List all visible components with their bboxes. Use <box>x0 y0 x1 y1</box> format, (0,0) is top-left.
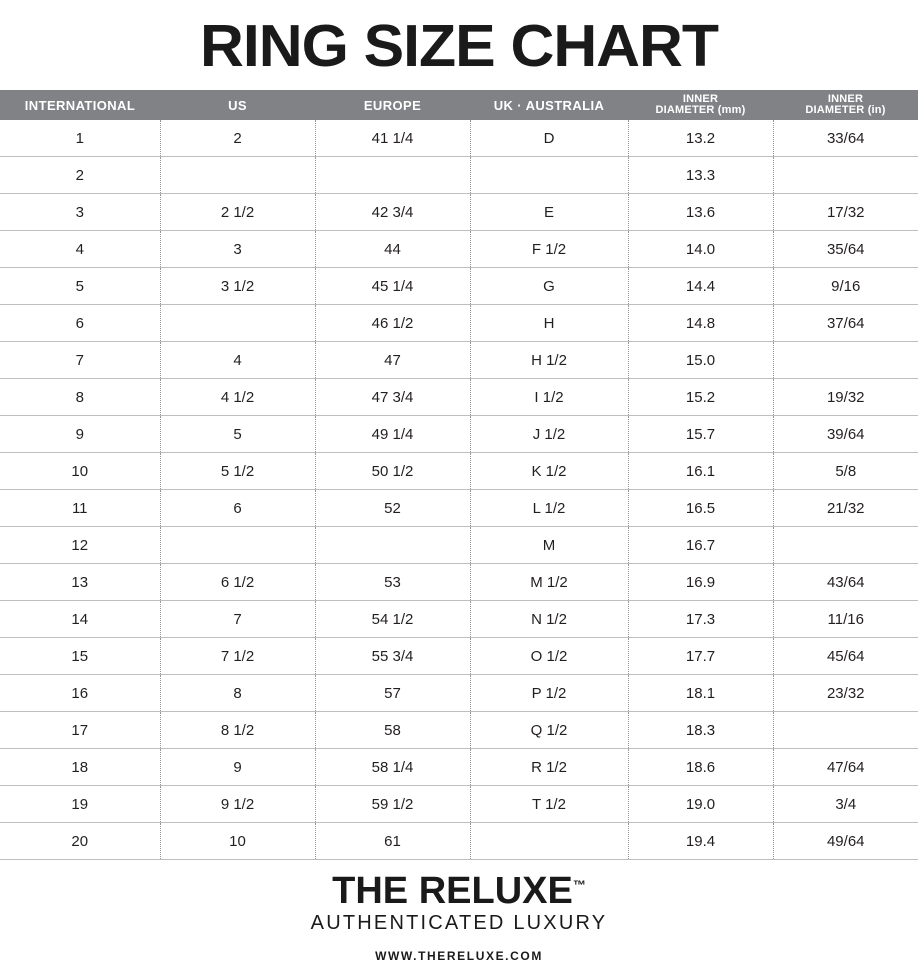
cell-inner-diameter-in: 39/64 <box>773 416 918 453</box>
brand-text: THE RELUXE <box>332 870 573 912</box>
cell-international: 5 <box>0 268 160 305</box>
cell-us: 8 <box>160 675 315 712</box>
cell-inner-diameter-mm: 17.3 <box>628 601 773 638</box>
cell-inner-diameter-mm: 17.7 <box>628 638 773 675</box>
cell-us <box>160 305 315 342</box>
cell-us: 4 <box>160 342 315 379</box>
cell-inner-diameter-in: 9/16 <box>773 268 918 305</box>
cell-europe: 47 <box>315 342 470 379</box>
cell-inner-diameter-in: 11/16 <box>773 601 918 638</box>
cell-europe: 58 1/4 <box>315 749 470 786</box>
cell-inner-diameter-mm: 13.2 <box>628 120 773 157</box>
cell-uk-australia: D <box>470 120 628 157</box>
table-row <box>0 305 918 342</box>
column-header-in-line2: DIAMETER (in) <box>805 104 886 116</box>
cell-uk-australia: H <box>470 305 628 342</box>
cell-international: 3 <box>0 194 160 231</box>
cell-uk-australia: J 1/2 <box>470 416 628 453</box>
table-row <box>0 823 918 860</box>
website-url: WWW.THERELUXE.COM <box>375 949 543 963</box>
cell-europe: 55 3/4 <box>315 638 470 675</box>
cell-inner-diameter-in: 43/64 <box>773 564 918 601</box>
cell-inner-diameter-in: 47/64 <box>773 749 918 786</box>
cell-uk-australia: H 1/2 <box>470 342 628 379</box>
cell-inner-diameter-mm: 15.0 <box>628 342 773 379</box>
cell-europe: 41 1/4 <box>315 120 470 157</box>
cell-inner-diameter-mm: 16.7 <box>628 527 773 564</box>
cell-us <box>160 157 315 194</box>
table-row <box>0 342 918 379</box>
cell-uk-australia: F 1/2 <box>470 231 628 268</box>
cell-inner-diameter-mm: 15.2 <box>628 379 773 416</box>
cell-us: 6 1/2 <box>160 564 315 601</box>
cell-europe: 45 1/4 <box>315 268 470 305</box>
cell-uk-australia: R 1/2 <box>470 749 628 786</box>
cell-international: 7 <box>0 342 160 379</box>
cell-international: 14 <box>0 601 160 638</box>
cell-inner-diameter-in: 35/64 <box>773 231 918 268</box>
cell-europe: 54 1/2 <box>315 601 470 638</box>
cell-us: 9 <box>160 749 315 786</box>
column-header-mm-line1: INNER <box>682 93 719 105</box>
cell-us: 2 1/2 <box>160 194 315 231</box>
cell-inner-diameter-mm: 19.4 <box>628 823 773 860</box>
column-header-in-line1: INNER <box>827 93 864 105</box>
table-row <box>0 490 918 527</box>
cell-international: 16 <box>0 675 160 712</box>
cell-inner-diameter-mm: 18.3 <box>628 712 773 749</box>
table-row <box>0 157 918 194</box>
cell-uk-australia: I 1/2 <box>470 379 628 416</box>
ring-size-table <box>0 90 918 860</box>
column-header-inner-diameter-in <box>773 90 918 120</box>
table-header-row <box>0 90 918 120</box>
cell-uk-australia: N 1/2 <box>470 601 628 638</box>
cell-uk-australia: P 1/2 <box>470 675 628 712</box>
cell-international: 6 <box>0 305 160 342</box>
cell-inner-diameter-in: 37/64 <box>773 305 918 342</box>
cell-international: 15 <box>0 638 160 675</box>
cell-international: 10 <box>0 453 160 490</box>
cell-europe <box>315 157 470 194</box>
cell-europe: 47 3/4 <box>315 379 470 416</box>
trademark-symbol: ™ <box>572 877 586 893</box>
cell-uk-australia: G <box>470 268 628 305</box>
cell-europe: 50 1/2 <box>315 453 470 490</box>
cell-international: 9 <box>0 416 160 453</box>
table-row <box>0 194 918 231</box>
cell-us: 3 1/2 <box>160 268 315 305</box>
table-row <box>0 231 918 268</box>
table-row <box>0 749 918 786</box>
cell-inner-diameter-mm: 16.5 <box>628 490 773 527</box>
table-row <box>0 601 918 638</box>
cell-inner-diameter-in <box>773 157 918 194</box>
cell-international: 19 <box>0 786 160 823</box>
table-row <box>0 268 918 305</box>
cell-inner-diameter-in: 17/32 <box>773 194 918 231</box>
table-row <box>0 379 918 416</box>
cell-international: 12 <box>0 527 160 564</box>
cell-inner-diameter-mm: 14.0 <box>628 231 773 268</box>
cell-inner-diameter-mm: 16.1 <box>628 453 773 490</box>
cell-inner-diameter-in: 5/8 <box>773 453 918 490</box>
cell-europe: 44 <box>315 231 470 268</box>
cell-europe: 61 <box>315 823 470 860</box>
column-header-mm-line2: DIAMETER (mm) <box>655 104 746 116</box>
cell-us: 2 <box>160 120 315 157</box>
page-title: RING SIZE CHART <box>200 13 718 79</box>
cell-europe: 52 <box>315 490 470 527</box>
cell-inner-diameter-mm: 13.6 <box>628 194 773 231</box>
table-row <box>0 675 918 712</box>
cell-international: 2 <box>0 157 160 194</box>
cell-europe <box>315 527 470 564</box>
cell-uk-australia: L 1/2 <box>470 490 628 527</box>
cell-inner-diameter-mm: 18.1 <box>628 675 773 712</box>
cell-europe: 59 1/2 <box>315 786 470 823</box>
brand-name <box>332 872 586 910</box>
cell-inner-diameter-mm: 13.3 <box>628 157 773 194</box>
cell-international: 18 <box>0 749 160 786</box>
table-row <box>0 453 918 490</box>
cell-uk-australia: O 1/2 <box>470 638 628 675</box>
cell-inner-diameter-mm: 15.7 <box>628 416 773 453</box>
cell-international: 13 <box>0 564 160 601</box>
cell-inner-diameter-in <box>773 712 918 749</box>
table-row <box>0 416 918 453</box>
cell-inner-diameter-in <box>773 342 918 379</box>
cell-international: 1 <box>0 120 160 157</box>
cell-europe: 49 1/4 <box>315 416 470 453</box>
cell-us: 4 1/2 <box>160 379 315 416</box>
cell-inner-diameter-in: 19/32 <box>773 379 918 416</box>
cell-inner-diameter-in: 33/64 <box>773 120 918 157</box>
cell-europe: 53 <box>315 564 470 601</box>
cell-us: 5 <box>160 416 315 453</box>
table-row <box>0 786 918 823</box>
cell-us <box>160 527 315 564</box>
cell-inner-diameter-mm: 16.9 <box>628 564 773 601</box>
cell-europe: 42 3/4 <box>315 194 470 231</box>
cell-inner-diameter-in: 45/64 <box>773 638 918 675</box>
cell-us: 7 <box>160 601 315 638</box>
cell-uk-australia: E <box>470 194 628 231</box>
cell-international: 4 <box>0 231 160 268</box>
cell-us: 10 <box>160 823 315 860</box>
cell-inner-diameter-in: 21/32 <box>773 490 918 527</box>
cell-uk-australia <box>470 157 628 194</box>
cell-europe: 57 <box>315 675 470 712</box>
cell-uk-australia <box>470 823 628 860</box>
cell-us: 3 <box>160 231 315 268</box>
cell-us: 8 1/2 <box>160 712 315 749</box>
column-header-uk-australia: UK · AUSTRALIA <box>470 90 628 120</box>
cell-europe: 46 1/2 <box>315 305 470 342</box>
brand-tagline: AUTHENTICATED LUXURY <box>310 912 608 934</box>
cell-inner-diameter-in <box>773 527 918 564</box>
cell-international: 17 <box>0 712 160 749</box>
cell-us: 5 1/2 <box>160 453 315 490</box>
cell-inner-diameter-mm: 14.8 <box>628 305 773 342</box>
cell-uk-australia: M <box>470 527 628 564</box>
cell-us: 6 <box>160 490 315 527</box>
cell-inner-diameter-mm: 14.4 <box>628 268 773 305</box>
cell-international: 8 <box>0 379 160 416</box>
cell-international: 20 <box>0 823 160 860</box>
cell-inner-diameter-mm: 18.6 <box>628 749 773 786</box>
table-row <box>0 638 918 675</box>
cell-uk-australia: K 1/2 <box>470 453 628 490</box>
footer <box>0 860 918 963</box>
cell-inner-diameter-in: 23/32 <box>773 675 918 712</box>
table-body <box>0 120 918 860</box>
table-row <box>0 527 918 564</box>
table-row <box>0 712 918 749</box>
cell-uk-australia: Q 1/2 <box>470 712 628 749</box>
column-header-international: INTERNATIONAL <box>0 90 160 120</box>
column-header-us: US <box>160 90 315 120</box>
cell-us: 9 1/2 <box>160 786 315 823</box>
cell-international: 11 <box>0 490 160 527</box>
cell-inner-diameter-in: 49/64 <box>773 823 918 860</box>
cell-us: 7 1/2 <box>160 638 315 675</box>
column-header-inner-diameter-mm <box>628 90 773 120</box>
cell-inner-diameter-in: 3/4 <box>773 786 918 823</box>
table-row <box>0 564 918 601</box>
cell-uk-australia: M 1/2 <box>470 564 628 601</box>
cell-uk-australia: T 1/2 <box>470 786 628 823</box>
cell-europe: 58 <box>315 712 470 749</box>
cell-inner-diameter-mm: 19.0 <box>628 786 773 823</box>
column-header-europe: EUROPE <box>315 90 470 120</box>
table-row <box>0 120 918 157</box>
